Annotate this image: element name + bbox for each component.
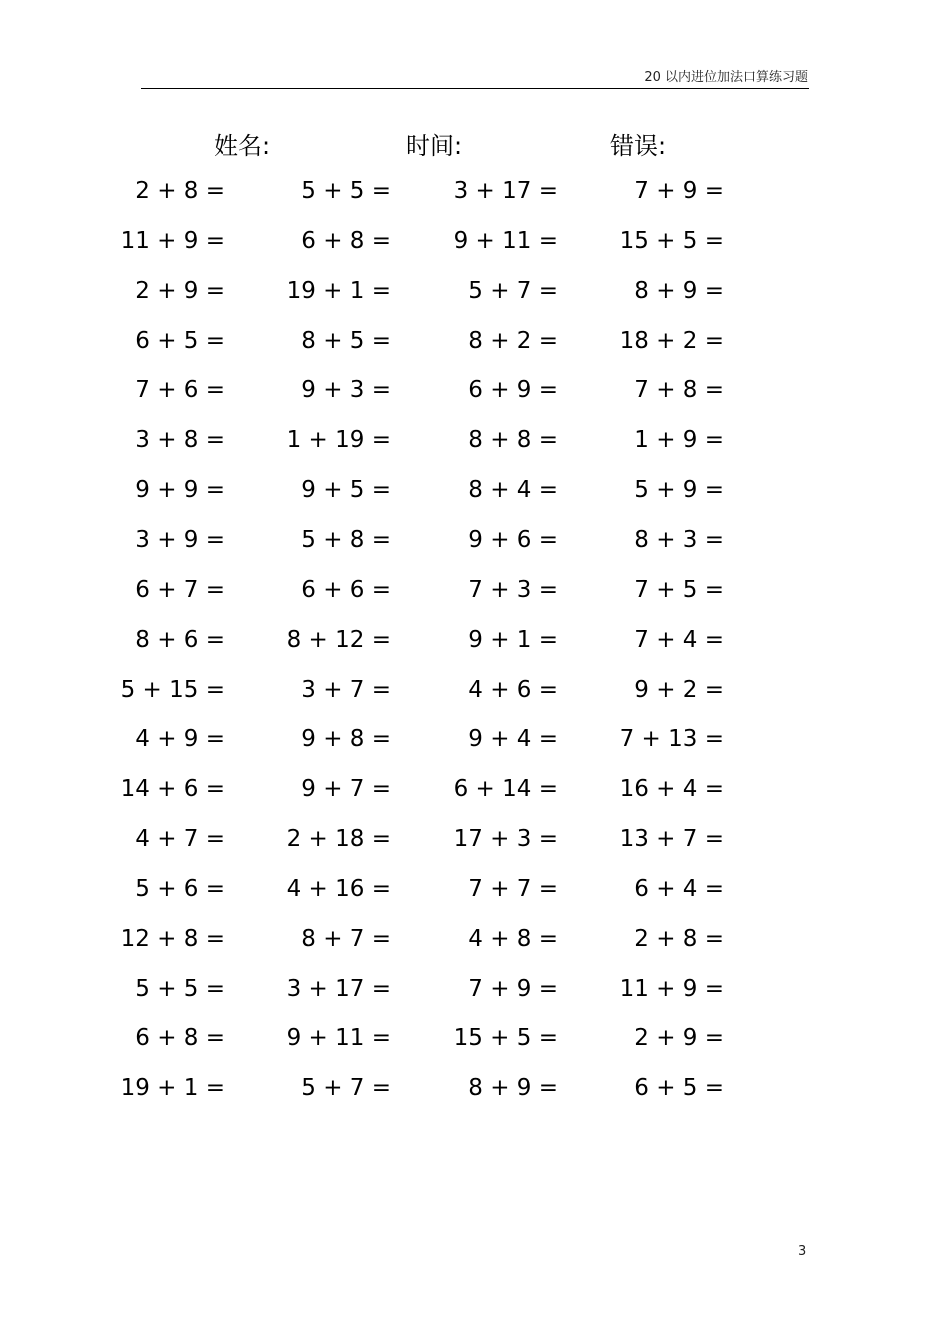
problem-r10-c1: 8 + 6 =: [135, 626, 225, 653]
problem-r17-c2: 3 + 17 =: [286, 975, 391, 1002]
problem-r11-c2: 3 + 7 =: [301, 676, 391, 703]
page-number: 3: [798, 1244, 807, 1259]
problem-r17-c3: 7 + 9 =: [468, 975, 558, 1002]
problem-r6-c3: 8 + 8 =: [468, 427, 558, 454]
problem-r13-c2: 9 + 7 =: [301, 776, 391, 803]
problem-r4-c4: 18 + 2 =: [619, 327, 724, 354]
problem-r5-c2: 9 + 3 =: [301, 377, 391, 404]
problem-r8-c2: 5 + 8 =: [301, 526, 391, 553]
problem-r7-c2: 9 + 5 =: [301, 477, 391, 504]
problem-r11-c4: 9 + 2 =: [634, 676, 724, 703]
problem-r19-c1: 19 + 1 =: [120, 1075, 225, 1102]
header-divider: [141, 88, 809, 89]
problem-r12-c3: 9 + 4 =: [468, 726, 558, 753]
problem-r11-c1: 5 + 15 =: [120, 676, 225, 703]
problem-r3-c1: 2 + 9 =: [135, 277, 225, 304]
problem-r2-c2: 6 + 8 =: [301, 227, 391, 254]
problem-r5-c1: 7 + 6 =: [135, 377, 225, 404]
problem-r13-c4: 16 + 4 =: [619, 776, 724, 803]
problem-r18-c1: 6 + 8 =: [135, 1025, 225, 1052]
problem-r14-c3: 17 + 3 =: [453, 826, 558, 853]
header-title: 20 以内进位加法口算练习题: [644, 70, 808, 85]
problem-r12-c1: 4 + 9 =: [135, 726, 225, 753]
problem-r5-c3: 6 + 9 =: [468, 377, 558, 404]
problem-r17-c4: 11 + 9 =: [619, 975, 724, 1002]
problem-r16-c3: 4 + 8 =: [468, 925, 558, 952]
errors-label: 错误:: [610, 132, 667, 160]
problem-r15-c3: 7 + 7 =: [468, 875, 558, 902]
problem-r6-c1: 3 + 8 =: [135, 427, 225, 454]
problem-r2-c4: 15 + 5 =: [619, 227, 724, 254]
time-label: 时间:: [406, 132, 463, 160]
problem-r14-c2: 2 + 18 =: [286, 826, 391, 853]
problem-r17-c1: 5 + 5 =: [135, 975, 225, 1002]
problem-r7-c4: 5 + 9 =: [634, 477, 724, 504]
problem-r6-c2: 1 + 19 =: [286, 427, 391, 454]
problem-r9-c3: 7 + 3 =: [468, 576, 558, 603]
problem-r4-c2: 8 + 5 =: [301, 327, 391, 354]
problem-r14-c1: 4 + 7 =: [135, 826, 225, 853]
problem-r1-c1: 2 + 8 =: [135, 178, 225, 204]
problem-r18-c4: 2 + 9 =: [634, 1025, 724, 1052]
problem-r19-c2: 5 + 7 =: [301, 1075, 391, 1102]
problem-r10-c2: 8 + 12 =: [286, 626, 391, 653]
problem-r3-c3: 5 + 7 =: [468, 277, 558, 304]
problem-r16-c1: 12 + 8 =: [120, 925, 225, 952]
problem-r9-c2: 6 + 6 =: [301, 576, 391, 603]
problem-r18-c3: 15 + 5 =: [453, 1025, 558, 1052]
problem-r12-c2: 9 + 8 =: [301, 726, 391, 753]
problem-r8-c3: 9 + 6 =: [468, 526, 558, 553]
name-label: 姓名:: [214, 132, 271, 160]
problem-r9-c4: 7 + 5 =: [634, 576, 724, 603]
problem-r19-c4: 6 + 5 =: [634, 1075, 724, 1102]
problem-r13-c1: 14 + 6 =: [120, 776, 225, 803]
problem-r15-c2: 4 + 16 =: [286, 875, 391, 902]
problem-r15-c1: 5 + 6 =: [135, 875, 225, 902]
problem-r5-c4: 7 + 8 =: [634, 377, 724, 404]
problem-r12-c4: 7 + 13 =: [619, 726, 724, 753]
problem-r3-c4: 8 + 9 =: [634, 277, 724, 304]
problem-r15-c4: 6 + 4 =: [634, 875, 724, 902]
problem-r10-c4: 7 + 4 =: [634, 626, 724, 653]
problem-r3-c2: 19 + 1 =: [286, 277, 391, 304]
problem-r16-c4: 2 + 8 =: [634, 925, 724, 952]
problem-r14-c4: 13 + 7 =: [619, 826, 724, 853]
problem-r8-c4: 8 + 3 =: [634, 526, 724, 553]
problem-r7-c1: 9 + 9 =: [135, 477, 225, 504]
problem-r2-c1: 11 + 9 =: [120, 227, 225, 254]
problem-r9-c1: 6 + 7 =: [135, 576, 225, 603]
problem-r13-c3: 6 + 14 =: [453, 776, 558, 803]
problem-r11-c3: 4 + 6 =: [468, 676, 558, 703]
problem-r7-c3: 8 + 4 =: [468, 477, 558, 504]
problem-r16-c2: 8 + 7 =: [301, 925, 391, 952]
problem-r18-c2: 9 + 11 =: [286, 1025, 391, 1052]
problem-r4-c1: 6 + 5 =: [135, 327, 225, 354]
problem-r6-c4: 1 + 9 =: [634, 427, 724, 454]
problem-r4-c3: 8 + 2 =: [468, 327, 558, 354]
problem-r1-c3: 3 + 17 =: [453, 178, 558, 204]
problem-r2-c3: 9 + 11 =: [453, 227, 558, 254]
problem-r1-c2: 5 + 5 =: [301, 178, 391, 204]
problem-r8-c1: 3 + 9 =: [135, 526, 225, 553]
problem-r1-c4: 7 + 9 =: [634, 178, 724, 204]
problem-r19-c3: 8 + 9 =: [468, 1075, 558, 1102]
problem-r10-c3: 9 + 1 =: [468, 626, 558, 653]
